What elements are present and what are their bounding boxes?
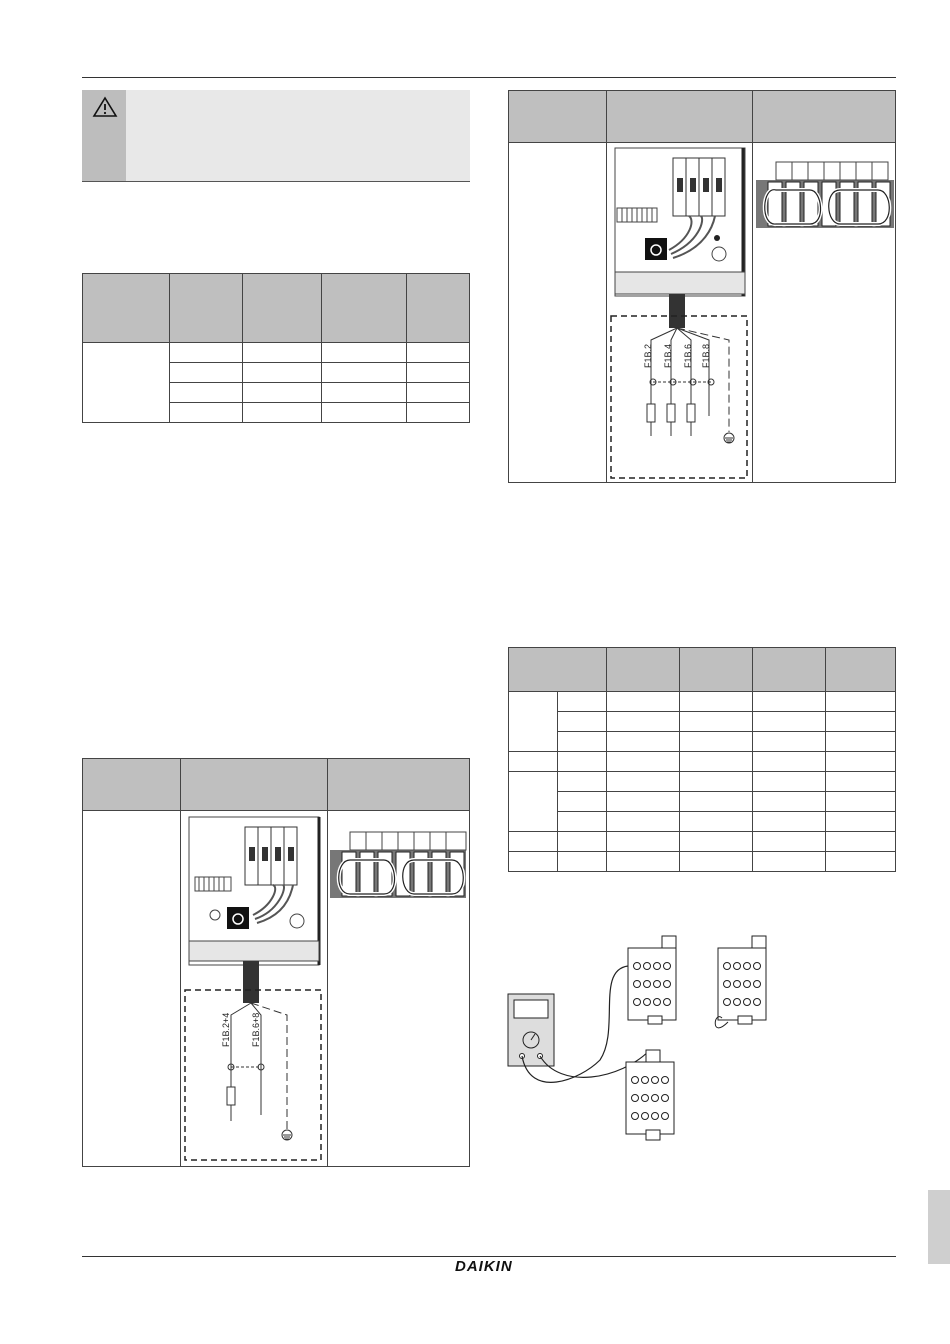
contactor-2 xyxy=(718,936,766,1024)
f1b-label-a: F1B.2 xyxy=(643,343,653,368)
contactor-1 xyxy=(628,936,676,1024)
warning-bottom-rule xyxy=(82,181,470,182)
contactor-3 xyxy=(626,1050,674,1140)
warning-icon xyxy=(92,96,118,118)
three-phase-terminal-strip xyxy=(754,160,896,240)
f1b-label-1: F1B.2+4 xyxy=(221,1012,231,1047)
left-table-1 xyxy=(82,273,470,423)
footer-rule xyxy=(82,1256,896,1257)
multimeter-test-diagram xyxy=(500,930,780,1146)
three-phase-wiring-diagram xyxy=(609,146,749,482)
f1b-label-d: F1B.8 xyxy=(701,343,711,368)
header-rule xyxy=(82,77,896,78)
f1b-label-b: F1B.4 xyxy=(663,343,673,368)
right-table-2 xyxy=(508,647,896,872)
single-phase-terminal-strip xyxy=(328,830,468,908)
brand-logo: DAIKIN xyxy=(455,1258,513,1275)
f1b-label-c: F1B.6 xyxy=(683,343,693,368)
warning-box xyxy=(82,90,470,182)
f1b-label-2: F1B.6+8 xyxy=(251,1012,261,1047)
single-phase-wiring-diagram xyxy=(183,815,323,1163)
chapter-thumb-tab xyxy=(928,1190,950,1264)
